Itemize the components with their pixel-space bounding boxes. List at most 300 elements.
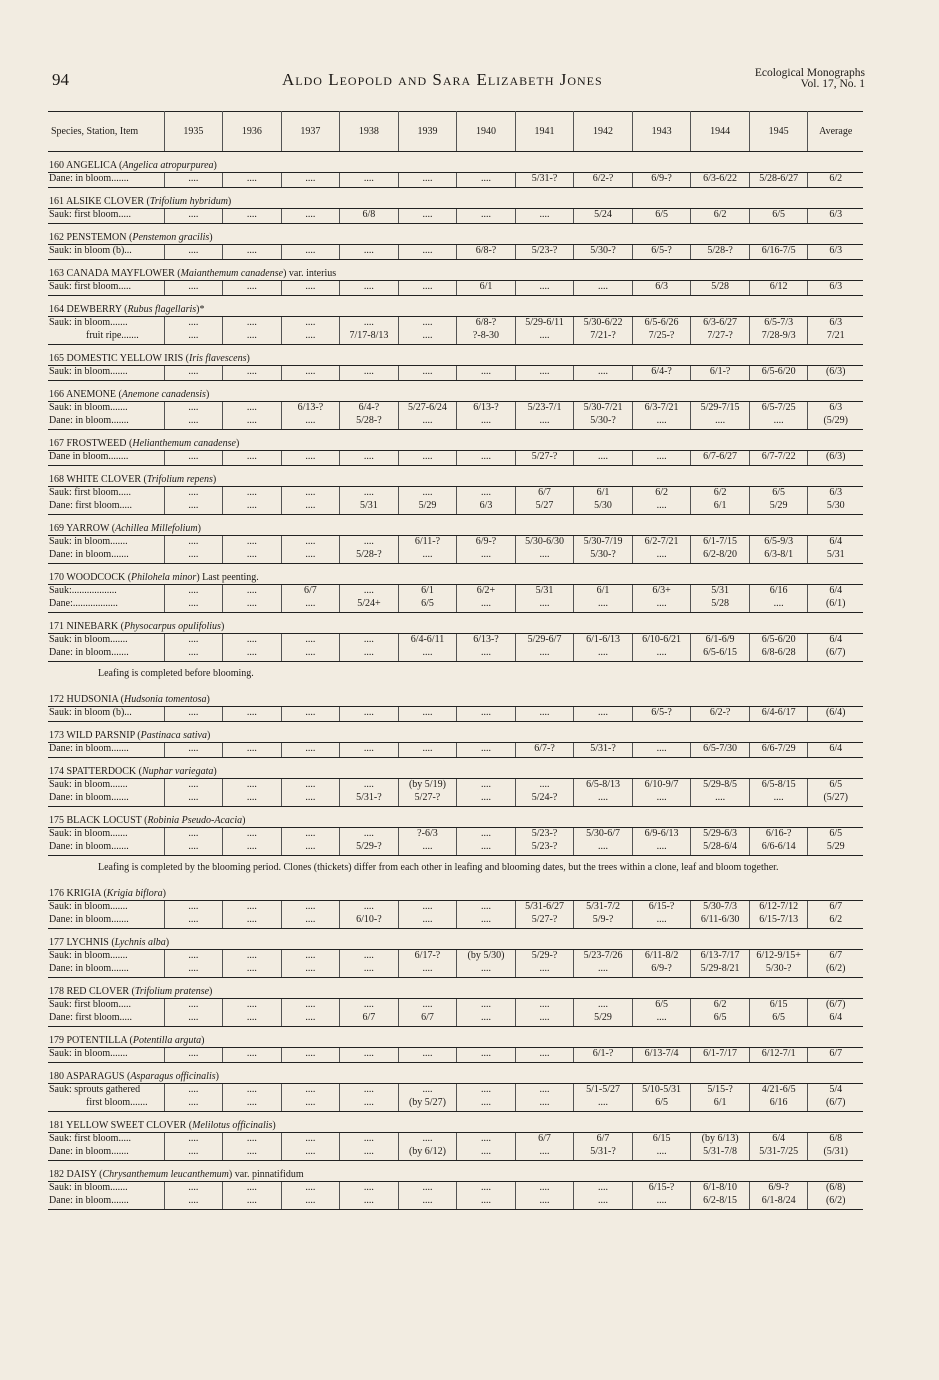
table-row [48, 914, 863, 929]
species-name: 181 YELLOW SWEET CLOVER ( [49, 1120, 193, 1131]
row-label: Sauk: in bloom....... [48, 1048, 164, 1063]
scientific-name: Achillea Millefolium [115, 523, 198, 534]
average-cell: 6/5 [829, 779, 843, 791]
date-cell: 6/5-6/20 [749, 366, 808, 381]
date-cell: .... [281, 634, 340, 648]
species-heading [48, 466, 863, 487]
species-name: 178 RED CLOVER ( [49, 986, 135, 997]
date-cell: .... [164, 1012, 223, 1027]
date-cell: 5/30-7/19 [574, 536, 633, 550]
table-row [48, 707, 863, 722]
column-header-year: 1935 [164, 112, 223, 152]
date-cell: .... [281, 598, 340, 613]
row-label: Sauk: first bloom..... [48, 1133, 164, 1147]
date-cell: .... [281, 366, 340, 381]
average-cell: (5/29) [808, 415, 863, 430]
date-cell: .... [574, 707, 633, 722]
scientific-name: Angelica atropurpurea [122, 160, 214, 171]
species-heading-row [48, 1112, 863, 1133]
date-cell: 6/5 [749, 1012, 808, 1027]
date-cell: .... [223, 209, 282, 224]
date-cell: .... [340, 1048, 399, 1063]
average-cell: 6/7 [808, 1048, 863, 1063]
table-row [48, 451, 863, 466]
species-name: 177 LYCHNIS ( [49, 937, 115, 948]
date-cell: .... [281, 281, 340, 296]
scientific-name: Philohela minor [131, 572, 197, 583]
date-cell: .... [223, 1146, 282, 1161]
date-cell: .... [574, 999, 633, 1013]
date-cell: .... [223, 549, 282, 564]
table-row [48, 901, 863, 915]
date-cell: .... [457, 549, 516, 564]
species-heading-row [48, 978, 863, 999]
table-row [48, 999, 863, 1013]
date-cell: .... [164, 500, 223, 515]
average-cell: 6/7 [829, 950, 843, 962]
page-number: 94 [52, 70, 69, 89]
date-cell: 6/7 [574, 1133, 633, 1147]
date-cell: .... [281, 828, 340, 842]
date-cell: .... [164, 634, 223, 648]
date-cell: .... [164, 1182, 223, 1196]
date-cell: 5/29-8/5 [691, 779, 750, 793]
date-cell: 5/28-6/27 [749, 173, 808, 188]
table-row [48, 209, 863, 224]
date-cell: 6/15 [632, 1133, 691, 1147]
species-name: 179 POTENTILLA ( [49, 1035, 133, 1046]
date-cell: .... [223, 598, 282, 613]
date-cell: 7/21-? [574, 330, 633, 345]
species-extra: ) [242, 815, 246, 826]
species-heading-row [48, 564, 863, 585]
average-cell: (6/7) [825, 999, 846, 1011]
date-cell: 6/1-7/17 [691, 1048, 750, 1063]
date-cell: .... [340, 963, 399, 978]
date-cell: .... [515, 281, 574, 296]
species-heading [48, 758, 863, 779]
average-cell: (6/1) [808, 598, 863, 613]
row-label: Dane: in bloom....... [48, 792, 164, 807]
date-cell: 5/28-6/4 [691, 841, 750, 856]
date-cell: .... [340, 707, 399, 722]
date-cell: 5/23-? [515, 245, 574, 260]
date-cell: .... [223, 1084, 282, 1098]
row-label: Dane: in bloom....... [48, 549, 164, 564]
scientific-name: Maianthemum canadense [180, 268, 284, 279]
row-label: Sauk: in bloom....... [48, 402, 164, 416]
species-extra: ) [165, 937, 170, 948]
column-header-year: 1937 [281, 112, 340, 152]
date-cell: .... [281, 536, 340, 550]
species-heading-row [48, 1027, 863, 1048]
date-cell: .... [340, 1133, 399, 1147]
date-cell: .... [164, 792, 223, 807]
date-cell: .... [281, 173, 340, 188]
date-cell: .... [457, 173, 516, 188]
date-cell: .... [281, 451, 340, 466]
date-cell: .... [398, 647, 457, 662]
scientific-name: Robinia Pseudo-Acacia [147, 815, 243, 826]
scientific-name: Pastinaca sativa [140, 730, 207, 741]
species-name: 173 WILD PARSNIP ( [49, 730, 141, 741]
date-cell: 6/13-? [457, 634, 516, 648]
date-cell: 6/4-? [632, 366, 691, 381]
date-cell: 7/27-? [691, 330, 750, 345]
date-cell: .... [164, 598, 223, 613]
date-cell: 5/10-5/31 [632, 1084, 691, 1098]
date-cell: 6/9-? [457, 536, 516, 550]
date-cell: .... [223, 1182, 282, 1196]
date-cell: .... [515, 779, 574, 793]
average-cell: (6/3) [808, 366, 863, 381]
date-cell: 6/2-8/20 [691, 549, 750, 564]
date-cell: .... [398, 209, 457, 224]
date-cell: 5/30-? [574, 245, 633, 260]
species-extra: ) [272, 1120, 276, 1131]
date-cell: 6/1-7/15 [691, 536, 750, 550]
table-row [48, 245, 863, 260]
date-cell: .... [223, 743, 282, 758]
date-cell: .... [398, 281, 457, 296]
date-cell: .... [457, 901, 516, 915]
species-heading [48, 1063, 863, 1084]
species-extra: ) Last peenting. [196, 572, 259, 583]
date-cell: 6/5 [691, 1012, 750, 1027]
column-header-year: 1939 [398, 112, 457, 152]
species-heading [48, 1161, 863, 1182]
date-cell: .... [632, 1195, 691, 1210]
phenology-table [48, 111, 863, 1210]
species-heading-row [48, 613, 863, 634]
species-heading-row [48, 430, 863, 451]
table-row [48, 792, 863, 807]
date-cell: 6/1-? [691, 366, 750, 381]
scientific-name: Chrysanthemum leucanthemum [102, 1169, 229, 1180]
date-cell: 6/6-6/14 [749, 841, 808, 856]
date-cell: .... [223, 500, 282, 515]
date-cell: 6/16-? [749, 828, 808, 842]
species-heading-row [48, 515, 863, 536]
table-row [48, 950, 863, 964]
date-cell: .... [632, 500, 691, 515]
date-cell: .... [164, 963, 223, 978]
column-header-year: 1941 [515, 112, 574, 152]
date-cell: 6/5-6/26 [632, 317, 691, 331]
date-cell: .... [340, 950, 399, 964]
date-cell: 5/31 [515, 585, 574, 599]
species-extra: ) [246, 353, 250, 364]
table-row [48, 366, 863, 381]
table-header [48, 112, 863, 152]
date-cell: .... [632, 914, 691, 929]
date-cell: .... [281, 707, 340, 722]
row-label: Sauk: in bloom....... [48, 366, 164, 381]
journal-name: Ecological Monographs [754, 67, 865, 79]
date-cell: .... [515, 1084, 574, 1098]
date-cell: .... [457, 743, 516, 758]
date-cell: .... [164, 743, 223, 758]
species-heading [48, 188, 863, 209]
date-cell: .... [164, 901, 223, 915]
average-cell: 6/2 [808, 173, 863, 188]
row-label: Dane: in bloom....... [48, 173, 164, 188]
column-header-year: 1944 [691, 112, 750, 152]
column-header-year: 1938 [340, 112, 399, 152]
date-cell: 5/30-6/22 [574, 317, 633, 331]
column-header-year: 1936 [223, 112, 282, 152]
date-cell: .... [223, 245, 282, 260]
row-label: Sauk: in bloom....... [48, 901, 164, 915]
table-row [48, 173, 863, 188]
date-cell: 6/1 [691, 1097, 750, 1112]
date-cell: .... [164, 451, 223, 466]
row-label: Dane: first bloom..... [48, 500, 164, 515]
average-cell: 6/8 [829, 1133, 843, 1145]
date-cell: .... [457, 1146, 516, 1161]
table-row [48, 402, 863, 416]
date-cell: .... [398, 487, 457, 501]
date-cell: .... [281, 500, 340, 515]
table-row [48, 1133, 863, 1147]
date-cell: .... [340, 743, 399, 758]
date-cell: .... [281, 914, 340, 929]
date-cell: 6/1 [574, 487, 633, 501]
date-cell: 5/31-? [574, 743, 633, 758]
phenology-table-container [48, 111, 863, 1210]
date-cell: 5/28 [691, 598, 750, 613]
date-cell: 4/21-6/5 [749, 1084, 808, 1098]
species-heading [48, 564, 863, 585]
date-cell: .... [223, 914, 282, 929]
scientific-name: Trifolium pratense [134, 986, 210, 997]
date-cell: 5/31-7/25 [749, 1146, 808, 1161]
date-cell: .... [515, 598, 574, 613]
date-cell: 6/5 [632, 209, 691, 224]
row-label: Sauk: in bloom (b)... [48, 245, 164, 260]
date-cell: ?-8-30 [457, 330, 516, 345]
table-row [48, 549, 863, 564]
table-row [48, 536, 863, 550]
date-cell: 6/9-? [632, 963, 691, 978]
species-heading-row [48, 224, 863, 245]
date-cell: .... [515, 707, 574, 722]
date-cell: .... [164, 549, 223, 564]
date-cell: .... [281, 1048, 340, 1063]
species-heading-row [48, 1063, 863, 1084]
average-cell: (6/4) [808, 707, 863, 722]
date-cell: 6/13-7/17 [691, 950, 750, 964]
date-cell: .... [281, 245, 340, 260]
row-label: Sauk: first bloom..... [48, 281, 164, 296]
table-row [48, 1084, 863, 1098]
date-cell: .... [398, 317, 457, 331]
date-cell: .... [398, 245, 457, 260]
date-cell: .... [340, 828, 399, 842]
average-cell: 5/30 [808, 500, 863, 515]
row-label: Dane: in bloom....... [48, 963, 164, 978]
date-cell: .... [164, 841, 223, 856]
date-cell: 6/3+ [632, 585, 691, 599]
date-cell: .... [223, 1012, 282, 1027]
species-name: 182 DAISY ( [49, 1169, 103, 1180]
average-cell: 6/4 [829, 536, 843, 548]
scientific-name: Potentilla arguta [132, 1035, 202, 1046]
species-extra: ) [197, 523, 201, 534]
date-cell: .... [223, 841, 282, 856]
row-label: Dane:.................. [48, 598, 164, 613]
date-cell: 5/23-7/1 [515, 402, 574, 416]
date-cell: .... [281, 743, 340, 758]
date-cell: .... [457, 1195, 516, 1210]
date-cell: 5/9-? [574, 914, 633, 929]
table-row [48, 330, 863, 345]
date-cell: 6/16 [749, 585, 808, 599]
row-label: Dane: in bloom....... [48, 841, 164, 856]
species-name: 168 WHITE CLOVER ( [49, 474, 147, 485]
date-cell: .... [164, 281, 223, 296]
date-cell: .... [340, 536, 399, 550]
species-heading [48, 613, 863, 634]
date-cell: 6/2-8/15 [691, 1195, 750, 1210]
species-extra: ) [220, 621, 225, 632]
date-cell: .... [398, 1048, 457, 1063]
table-row [48, 415, 863, 430]
date-cell: .... [398, 366, 457, 381]
note-text: Leafing is completed by the blooming period. Clones (thickets) differ from each other in leafing and blooming dates, but the trees within a clone, leaf and bloom together. [98, 862, 779, 873]
date-cell: .... [574, 451, 633, 466]
row-label: Sauk: first bloom..... [48, 999, 164, 1013]
date-cell: 6/16 [749, 1097, 808, 1112]
species-extra: ) [212, 474, 217, 485]
date-cell: .... [515, 1146, 574, 1161]
date-cell: 6/2-? [574, 173, 633, 188]
species-heading [48, 929, 863, 950]
species-heading-row [48, 381, 863, 402]
date-cell: 6/5 [632, 1097, 691, 1112]
date-cell: .... [457, 779, 516, 793]
species-heading-row [48, 260, 863, 281]
date-cell: .... [281, 1195, 340, 1210]
date-cell: .... [457, 598, 516, 613]
average-cell: 6/3 [808, 281, 863, 296]
date-cell: .... [164, 536, 223, 550]
date-cell: 5/28-? [340, 415, 399, 430]
date-cell: 5/29 [574, 1012, 633, 1027]
date-cell: 6/8-? [457, 245, 516, 260]
date-cell: .... [457, 1048, 516, 1063]
average-cell: (6/7) [808, 647, 863, 662]
date-cell: 5/29-? [515, 950, 574, 964]
date-cell: .... [632, 1012, 691, 1027]
table-note [48, 856, 863, 881]
date-cell: .... [457, 841, 516, 856]
date-cell: 6/3-6/22 [691, 173, 750, 188]
date-cell: .... [223, 317, 282, 331]
species-heading [48, 978, 863, 999]
date-cell: .... [574, 366, 633, 381]
species-name: 174 SPATTERDOCK ( [49, 766, 142, 777]
date-cell: .... [164, 415, 223, 430]
date-cell: 6/10-6/21 [632, 634, 691, 648]
table-row [48, 317, 863, 331]
date-cell: .... [749, 598, 808, 613]
row-label: Sauk: in bloom....... [48, 950, 164, 964]
date-cell: 6/5 [398, 598, 457, 613]
date-cell: .... [281, 1133, 340, 1147]
date-cell: .... [223, 634, 282, 648]
species-heading [48, 722, 863, 743]
date-cell: .... [281, 950, 340, 964]
date-cell: .... [398, 1182, 457, 1196]
date-cell: .... [223, 281, 282, 296]
date-cell: 5/28-? [340, 549, 399, 564]
date-cell: .... [223, 415, 282, 430]
row-label: Sauk: first bloom..... [48, 209, 164, 224]
date-cell: .... [457, 914, 516, 929]
date-cell: .... [164, 828, 223, 842]
date-cell: 5/23-? [515, 828, 574, 842]
row-label: Sauk: in bloom....... [48, 1182, 164, 1196]
date-cell: .... [574, 647, 633, 662]
date-cell: .... [340, 1097, 399, 1112]
average-cell: 6/2 [808, 914, 863, 929]
average-cell: 5/31 [808, 549, 863, 564]
date-cell: .... [281, 1182, 340, 1196]
species-heading [48, 345, 863, 366]
species-name: 169 YARROW ( [49, 523, 116, 534]
species-extra: ) var. pinnatifidum [228, 1169, 304, 1180]
date-cell: 6/15-? [632, 1182, 691, 1196]
header-row [48, 112, 863, 152]
date-cell: .... [515, 330, 574, 345]
average-cell: 6/7 [829, 901, 843, 913]
date-cell: 5/31-7/8 [691, 1146, 750, 1161]
row-label: Dane: in bloom....... [48, 743, 164, 758]
date-cell: .... [281, 317, 340, 331]
date-cell: .... [340, 451, 399, 466]
date-cell: .... [164, 173, 223, 188]
species-extra: ) [215, 1071, 219, 1082]
date-cell: .... [164, 1133, 223, 1147]
species-name: 176 KRIGIA ( [49, 888, 107, 899]
date-cell: .... [457, 415, 516, 430]
date-cell: 6/5-6/20 [749, 634, 808, 648]
date-cell: 6/11-8/2 [632, 950, 691, 964]
average-cell: (6/2) [808, 963, 863, 978]
date-cell: .... [164, 1097, 223, 1112]
date-cell: 6/13-7/4 [632, 1048, 691, 1063]
species-extra: ) [209, 986, 213, 997]
date-cell: (by 5/27) [398, 1097, 457, 1112]
date-cell: .... [457, 1084, 516, 1098]
date-cell: 6/7-6/27 [691, 451, 750, 466]
table-row [48, 500, 863, 515]
date-cell: 6/13-? [281, 402, 340, 416]
date-cell: .... [340, 245, 399, 260]
average-cell: 6/4 [829, 634, 843, 646]
date-cell: 5/23-? [515, 841, 574, 856]
date-cell: (by 5/19) [398, 779, 457, 793]
date-cell: .... [574, 841, 633, 856]
date-cell: 6/2 [632, 487, 691, 501]
date-cell: .... [223, 963, 282, 978]
date-cell: .... [223, 451, 282, 466]
date-cell: 7/17-8/13 [340, 330, 399, 345]
date-cell: .... [457, 1097, 516, 1112]
date-cell: .... [574, 963, 633, 978]
date-cell: .... [515, 1097, 574, 1112]
